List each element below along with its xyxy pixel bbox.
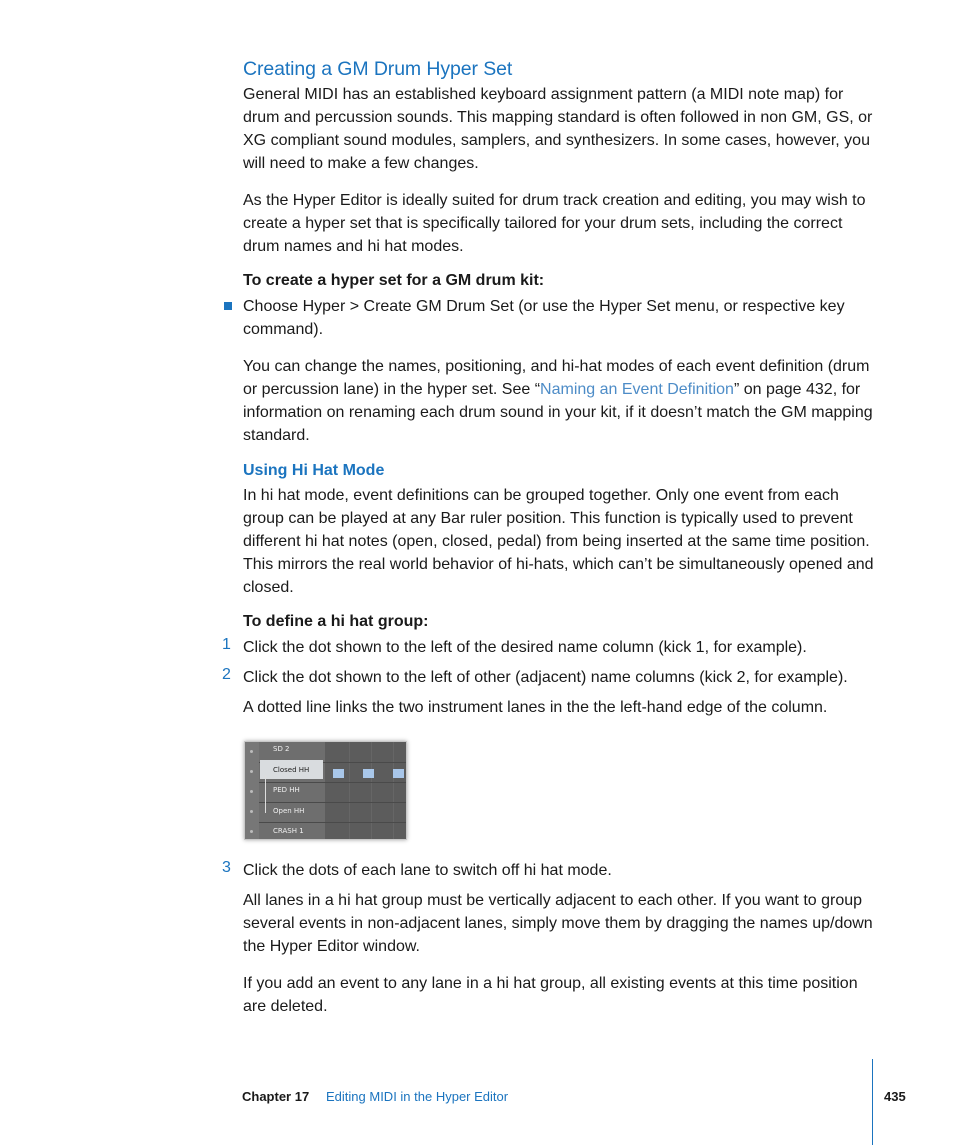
task-lead-create-hyper-set: To create a hyper set for a GM drum kit: bbox=[243, 272, 545, 289]
page-number: 435 bbox=[884, 1089, 906, 1104]
adjacent-lanes-paragraph: All lanes in a hi hat group must be vertically adjacent to each other. If you want to group several events in non-adjacent lanes, simply move them by dragging the names up/down the Hyper Editor window. bbox=[243, 892, 873, 955]
task-bullet-text: Choose Hyper > Create GM Drum Set (or use the Hyper Set menu, or respective key command). bbox=[243, 298, 845, 338]
step-text: Click the dot shown to the left of the desired name column (kick 1, for example). bbox=[243, 639, 807, 656]
step-text: Click the dots of each lane to switch off hi hat mode. bbox=[243, 862, 612, 879]
figure-note-event bbox=[393, 769, 404, 778]
footer-divider bbox=[872, 1059, 873, 1145]
hihat-dot-icon[interactable] bbox=[250, 830, 253, 833]
figure-lane-label: CRASH 1 bbox=[273, 827, 304, 835]
hihat-dot-icon[interactable] bbox=[250, 770, 253, 773]
subheading-hi-hat-mode: Using Hi Hat Mode bbox=[243, 462, 385, 479]
figure-note-event bbox=[333, 769, 344, 778]
hihat-group-link-line bbox=[265, 775, 266, 813]
figure-lane-label: SD 2 bbox=[273, 745, 290, 753]
hihat-dot-icon[interactable] bbox=[250, 790, 253, 793]
figure-lane-label: Open HH bbox=[273, 807, 305, 815]
change-paragraph bbox=[243, 355, 875, 447]
hihat-dot-icon[interactable] bbox=[250, 810, 253, 813]
step-number: 1 bbox=[222, 636, 231, 653]
section-heading: Creating a GM Drum Hyper Set bbox=[243, 58, 513, 80]
figure-lane-label: PED HH bbox=[273, 786, 300, 794]
step-number: 3 bbox=[222, 859, 231, 876]
add-event-paragraph: If you add an event to any lane in a hi hat group, all existing events at this time position are deleted. bbox=[243, 975, 858, 1015]
figure-note-event bbox=[363, 769, 374, 778]
footer-chapter: Chapter 17 bbox=[242, 1089, 310, 1104]
hihat-dot-icon[interactable] bbox=[250, 750, 253, 753]
bullet-square-icon bbox=[224, 302, 232, 310]
step-text: Click the dot shown to the left of other (adjacent) name columns (kick 2, for example). bbox=[243, 669, 848, 686]
change-text-after: ” on page 432, for information on renaming each drum sound in your kit, if it doesn’t match the GM mapping standard. bbox=[243, 381, 873, 444]
figure-lane-label: Closed HH bbox=[273, 766, 310, 774]
hihat-paragraph: In hi hat mode, event definitions can be grouped together. Only one event from each group can be played at any Bar ruler position. This function is typically used to prevent different hi hat notes (open, closed, pedal) from being inserted at the same time position. This mirrors the real world behavior of hi-hats, which can’t be simultaneously opened and closed. bbox=[243, 487, 874, 596]
intro-paragraph-1: General MIDI has an established keyboard assignment pattern (a MIDI note map) for drum and percussion sounds. This mapping standard is often followed in non GM, GS, or XG compliant sound modules, samplers, and synthesizers. In some cases, however, you will need to make a few changes. bbox=[243, 86, 873, 172]
change-text-before: You can change the names, positioning, and hi-hat modes of each event definition (drum or percussion lane) in the hyper set. See “ bbox=[243, 358, 870, 398]
task-lead-define-hihat-group: To define a hi hat group: bbox=[243, 613, 429, 630]
step-result-text: A dotted line links the two instrument lanes in the the left-hand edge of the column. bbox=[243, 699, 828, 716]
step-number: 2 bbox=[222, 666, 231, 683]
footer-chapter-title: Editing MIDI in the Hyper Editor bbox=[326, 1089, 509, 1104]
intro-paragraph-2: As the Hyper Editor is ideally suited for drum track creation and editing, you may wish to create a hyper set that is specifically tailored for your drum sets, including the correct drum names and hi hat modes. bbox=[243, 192, 866, 255]
hyper-editor-hihat-figure bbox=[244, 741, 407, 840]
naming-event-definition-link[interactable]: Naming an Event Definition bbox=[540, 381, 734, 398]
